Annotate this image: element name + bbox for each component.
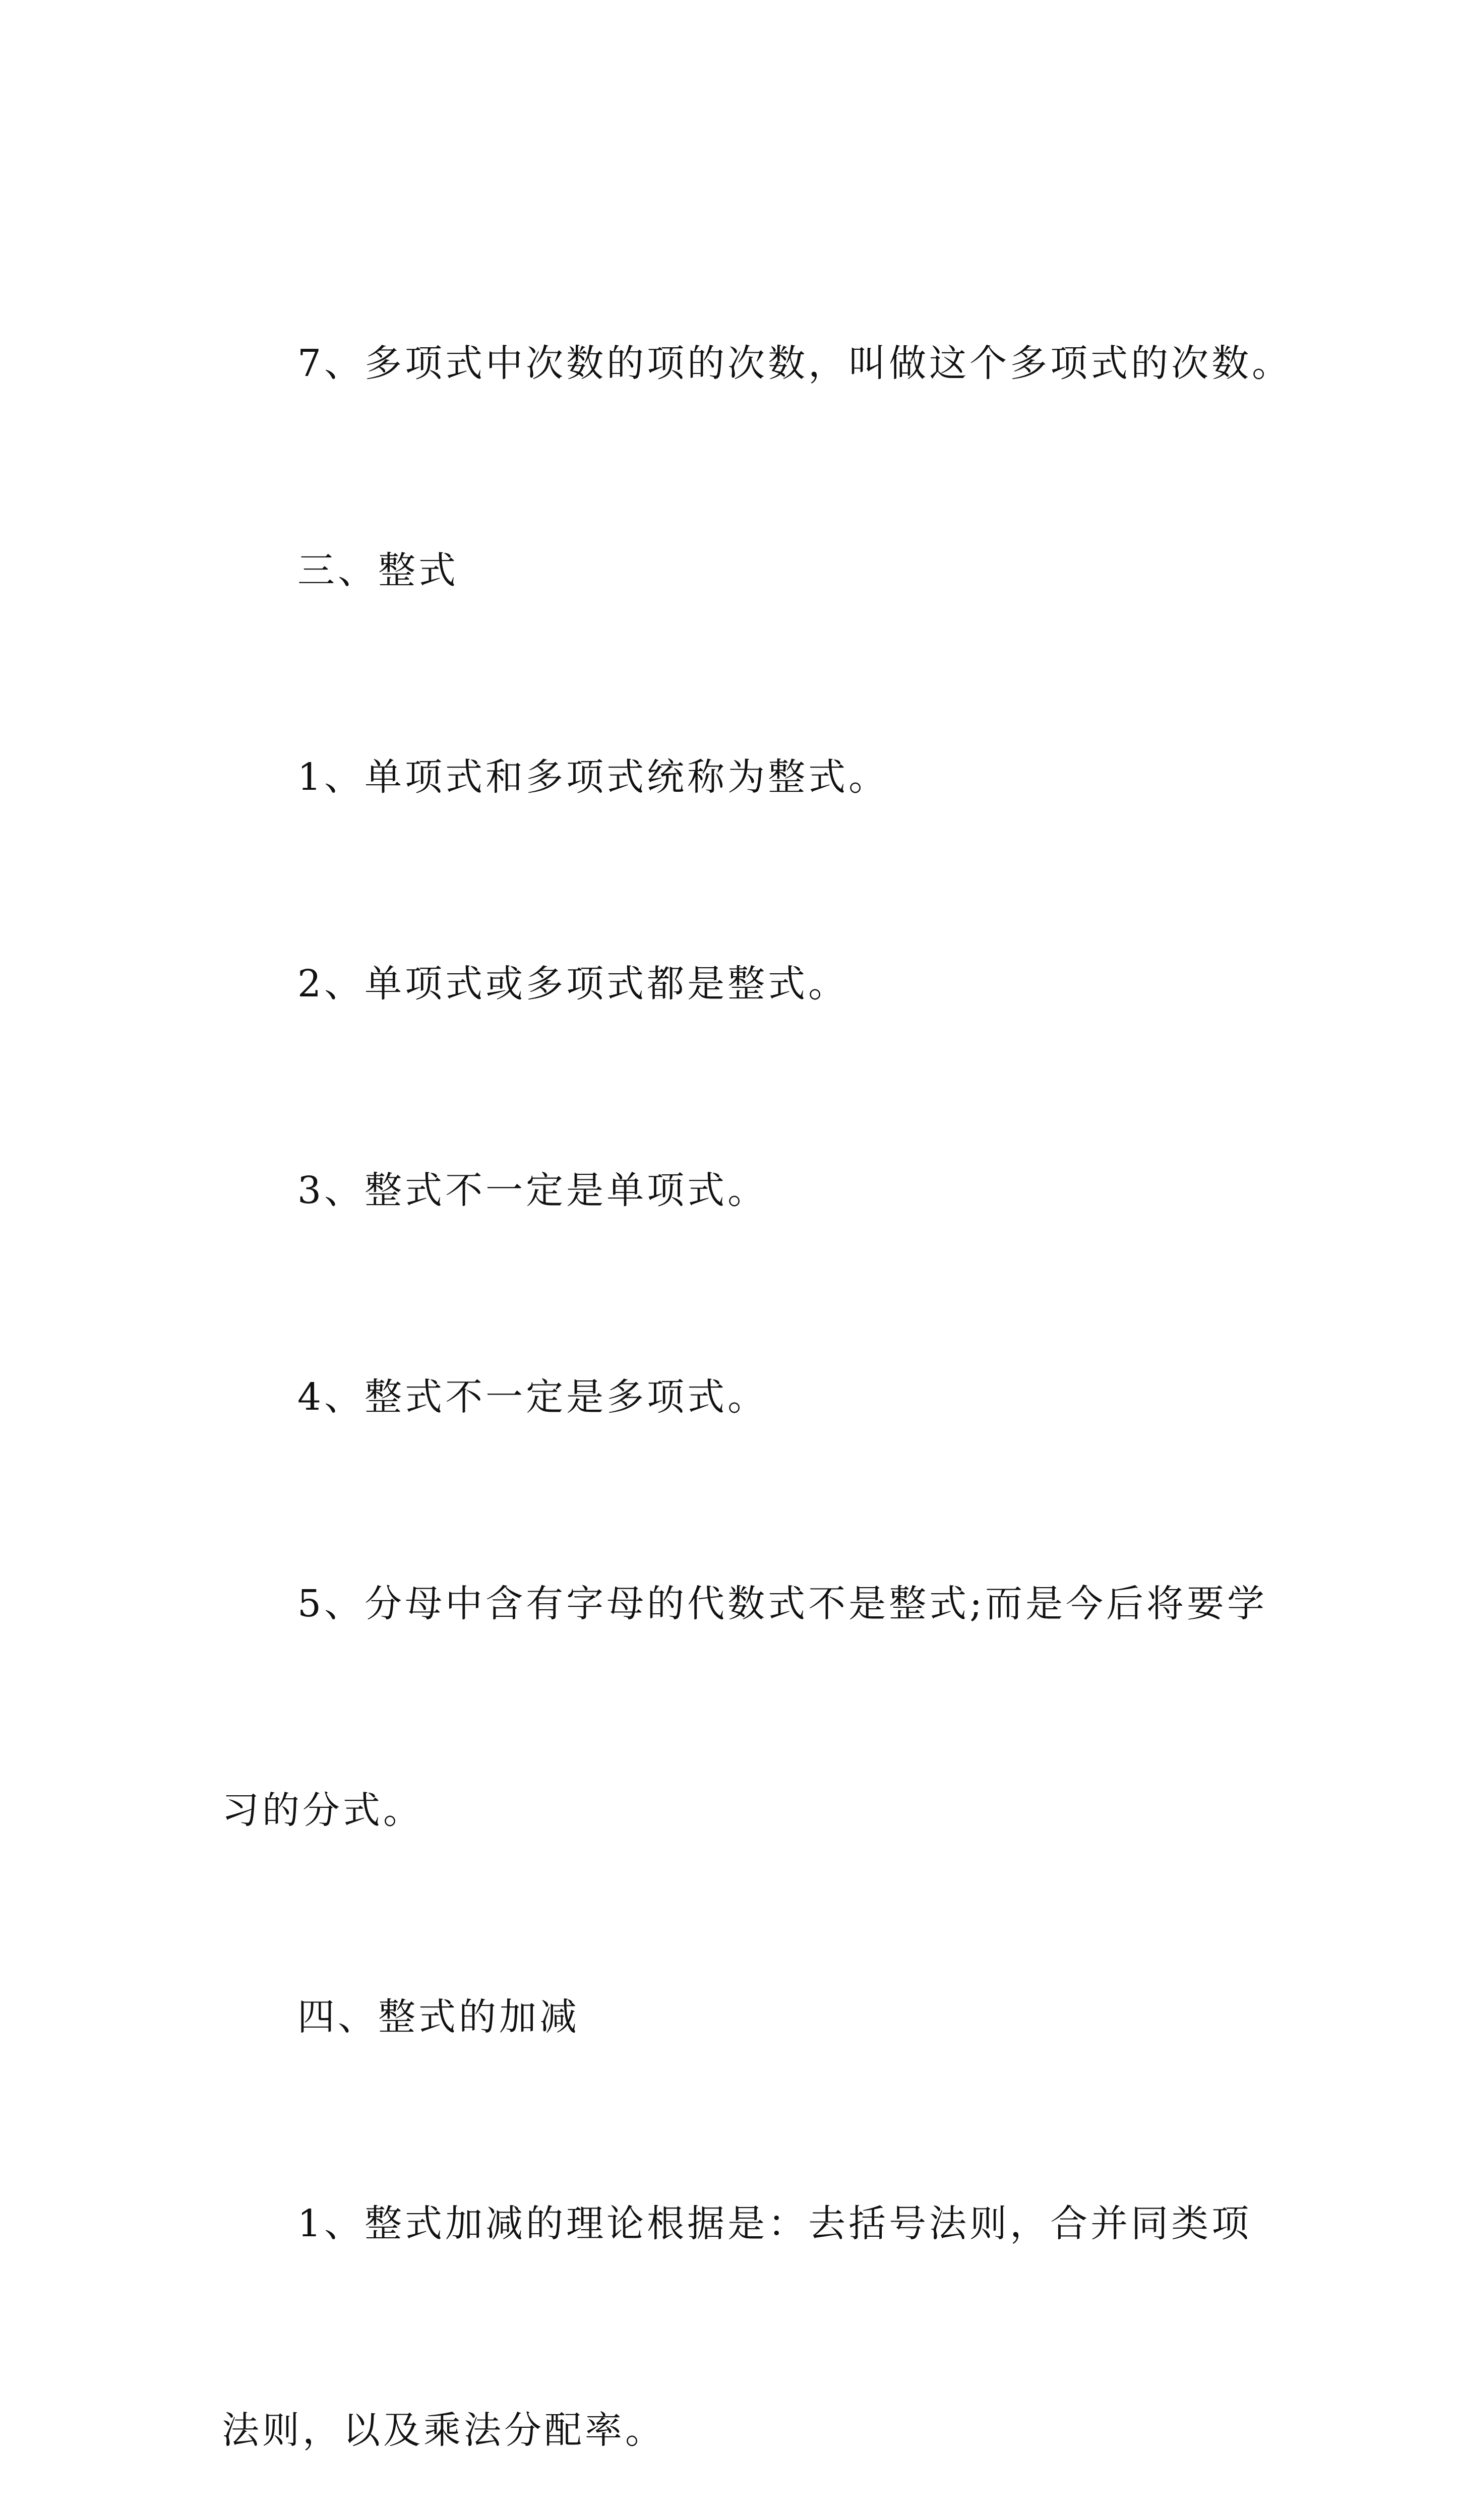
text-line: 1、单项式和多项式统称为整式。	[297, 755, 889, 799]
text-line-continuation: 法则，以及乘法分配率。	[222, 2409, 665, 2452]
text-line-continuation: 习的分式。	[222, 1789, 423, 1833]
text-line: 2、单项式或多项式都是整式。	[297, 962, 849, 1005]
text-line: 4、整式不一定是多项式。	[297, 1375, 768, 1419]
section-heading: 三、整式	[297, 548, 459, 592]
text-line: 1、整式加减的理论根据是：去括号法则，合并同类项	[297, 2202, 1252, 2246]
text-line: 7、多项式中次数的项的次数，叫做这个多项式的次数。	[297, 342, 1293, 386]
text-line: 5、分母中含有字母的代数式不是整式;而是今后将要学	[297, 1582, 1268, 1625]
text-line: 3、整式不一定是单项式。	[297, 1168, 768, 1212]
section-heading: 四、整式的加减	[297, 1995, 580, 2039]
document-body	[222, 192, 1293, 2520]
